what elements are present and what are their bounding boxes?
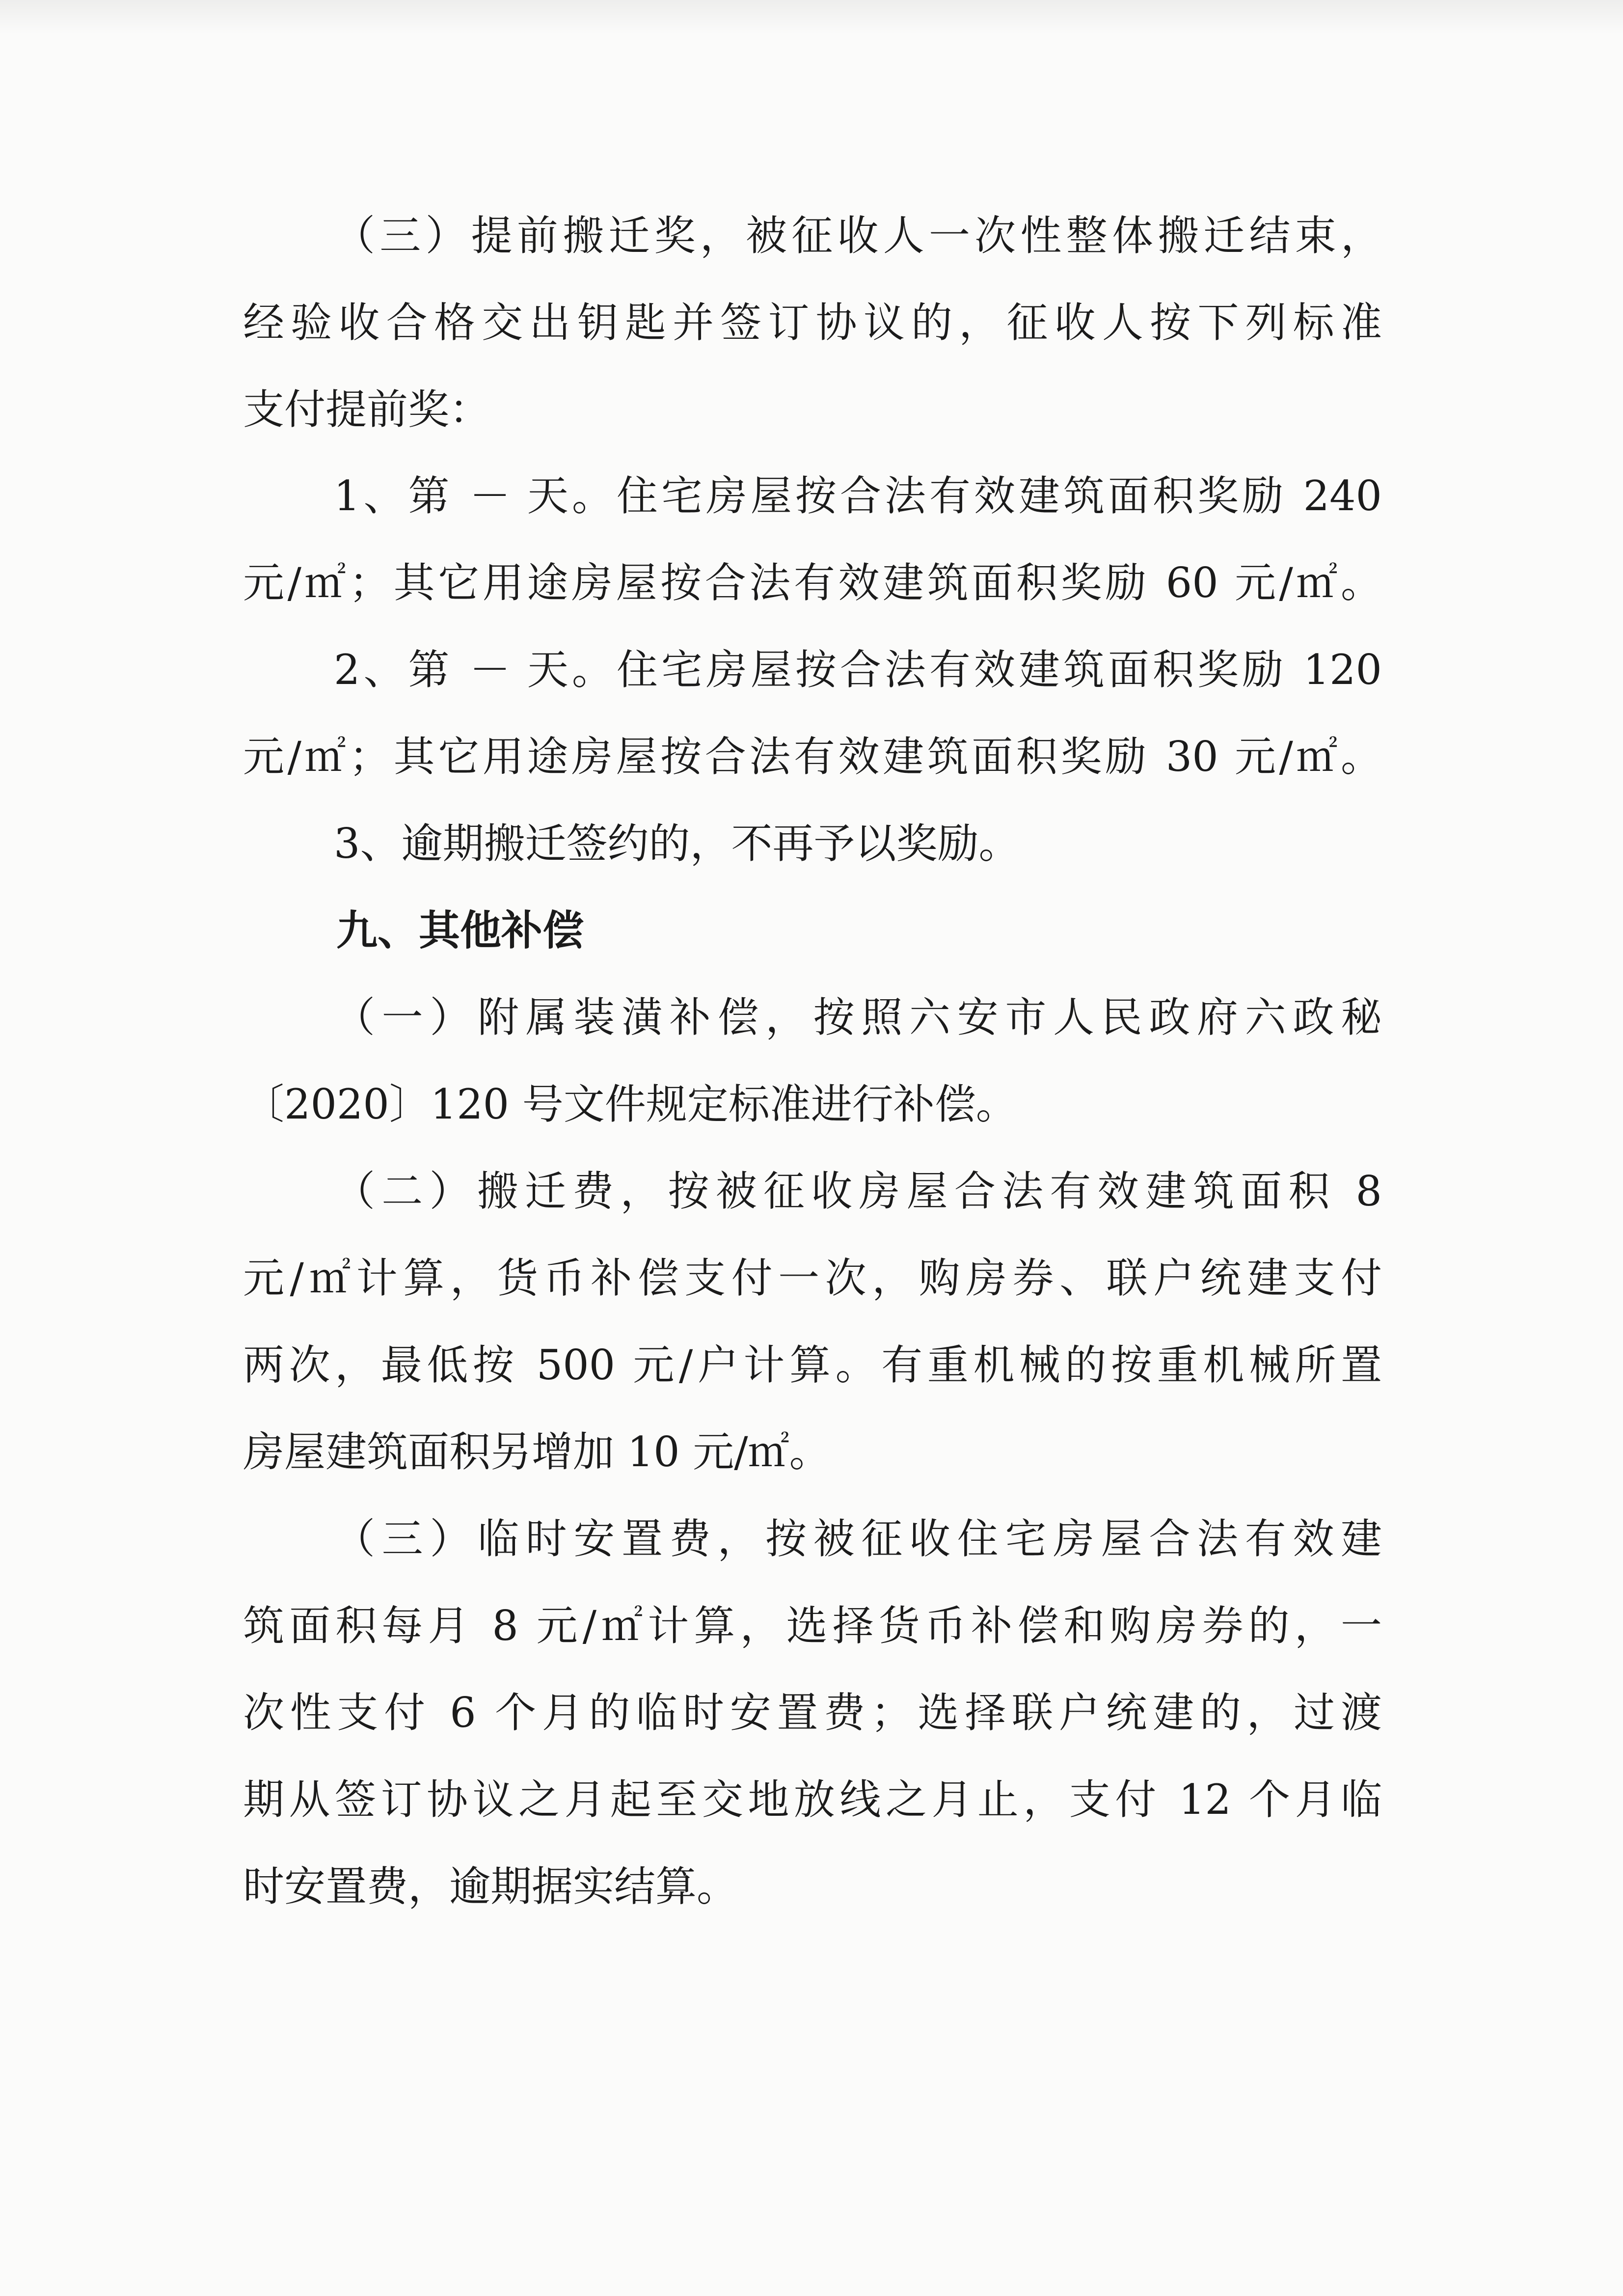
- paragraph-line: （三）临时安置费，按被征收住宅房屋合法有效建: [334, 1515, 1382, 1563]
- paragraph-line: 〔2020〕120 号文件规定标准进行补偿。: [243, 1080, 1017, 1128]
- paragraph-line: 元/㎡计算，货币补偿支付一次，购房券、联户统建支付: [243, 1254, 1382, 1302]
- paragraph-line: 支付提前奖：: [243, 385, 491, 434]
- paragraph-line: （一）附属装潢补偿，按照六安市人民政府六政秘: [334, 993, 1382, 1041]
- paragraph-line: 经验收合格交出钥匙并签订协议的，征收人按下列标准: [243, 299, 1382, 347]
- paragraph-line: 次性支付 6 个月的临时安置费；选择联户统建的，过渡: [243, 1689, 1382, 1737]
- paragraph-line: 两次，最低按 500 元/户计算。有重机械的按重机械所置: [243, 1341, 1382, 1389]
- paragraph-line: （三）提前搬迁奖，被征收人一次性整体搬迁结束，: [334, 212, 1382, 260]
- list-item-line: 元/㎡；其它用途房屋按合法有效建筑面积奖励 30 元/㎡。: [243, 733, 1382, 781]
- paragraph-line: 筑面积每月 8 元/㎡计算，选择货币补偿和购房券的，一: [243, 1602, 1382, 1650]
- list-item-line: 元/㎡；其它用途房屋按合法有效建筑面积奖励 60 元/㎡。: [243, 559, 1382, 607]
- paragraph-line: 房屋建筑面积另增加 10 元/㎡。: [243, 1428, 831, 1476]
- scan-edge-shadow: [0, 0, 1623, 34]
- paragraph-line: 时安置费，逾期据实结算。: [243, 1862, 738, 1911]
- list-item-line: 3、逾期搬迁签约的，不再予以奖励。: [334, 820, 1020, 868]
- section-heading: 九、其他补偿: [336, 906, 584, 955]
- list-item-line: 2、第 － 天。住宅房屋按合法有效建筑面积奖励 120: [334, 646, 1382, 694]
- list-item-line: 1、第 － 天。住宅房屋按合法有效建筑面积奖励 240: [334, 472, 1382, 520]
- paragraph-line: （二）搬迁费，按被征收房屋合法有效建筑面积 8: [334, 1167, 1382, 1215]
- paragraph-line: 期从签订协议之月起至交地放线之月止，支付 12 个月临: [243, 1776, 1382, 1824]
